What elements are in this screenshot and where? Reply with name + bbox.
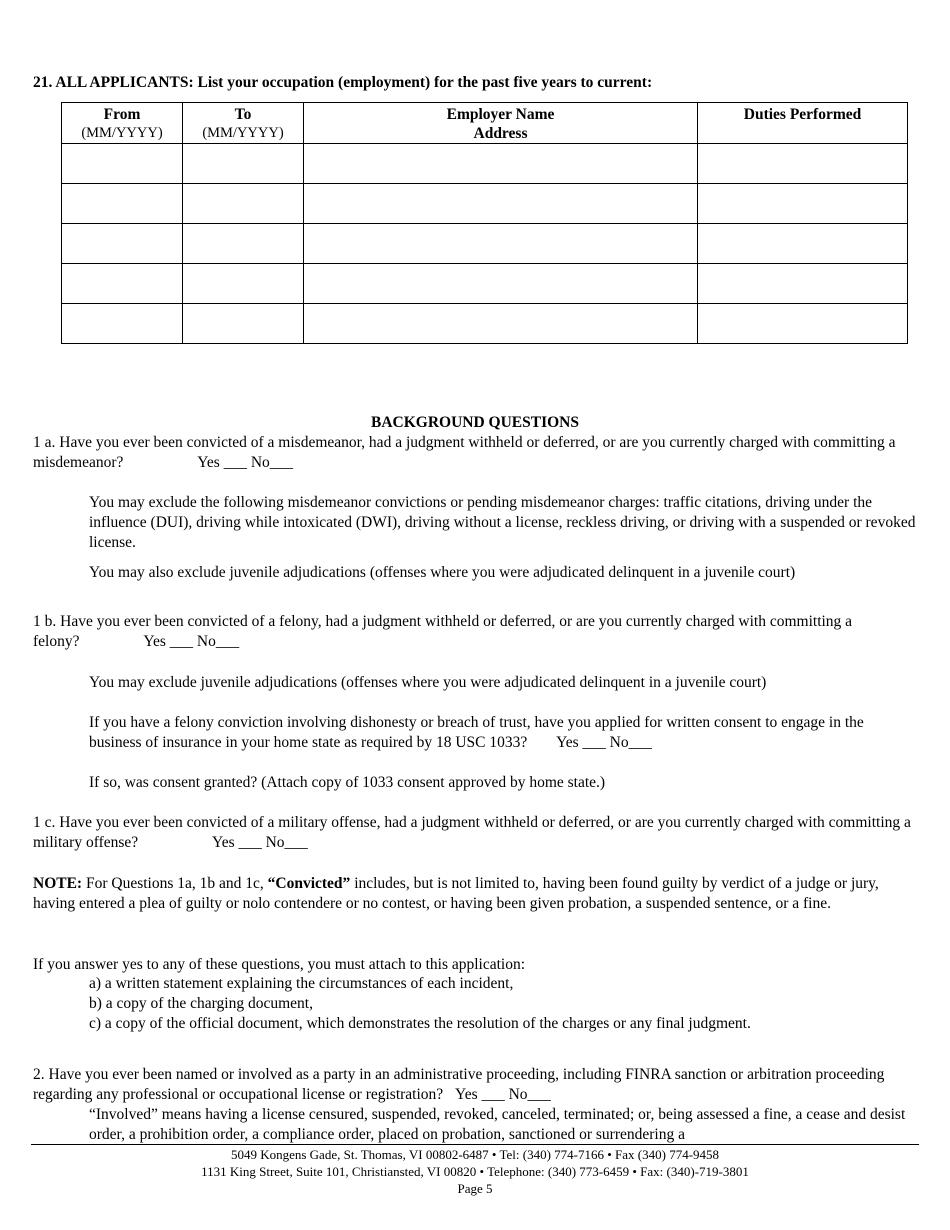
header-from-title: From — [103, 106, 141, 123]
question-1b-text: 1 b. Have you ever been convicted of a felony, had a judgment withheld or deferred, or are you currently charged with committing a felony? — [33, 613, 853, 650]
attach-intro: If you answer yes to any of these questions, you must attach to this application: — [33, 956, 526, 973]
cell-duties[interactable] — [698, 144, 908, 184]
cell-employer[interactable] — [304, 264, 698, 304]
employment-table — [61, 102, 908, 344]
question-2-involved-definition: “Involved” means having a license censured, suspended, revoked, canceled, terminated; or, being assessed a fine, a cease and desist order, a prohibition order, a compliance order, placed on probation, sanctioned or surrendering a — [89, 1106, 906, 1143]
cell-to[interactable] — [183, 184, 304, 224]
footer-address-2: 1131 King Street, Suite 101, Christiansted, VI 00820 • Telephone: (340) 773-6459 • Fax: (340)-719-3801 — [201, 1164, 749, 1179]
attach-item-b: b) a copy of the charging document, — [89, 995, 313, 1012]
attach-item-c: c) a copy of the official document, which demonstrates the resolution of the charges or any final judgment. — [89, 1015, 751, 1032]
question-1b-exclusion-2 — [89, 713, 919, 753]
question-1a-text: 1 a. Have you ever been convicted of a misdemeanor, had a judgment withheld or deferred, or are you currently charged with committing a misdemeanor? — [33, 434, 896, 471]
note-pre: For Questions 1a, 1b and 1c, — [82, 875, 268, 892]
table-row — [62, 264, 908, 304]
cell-employer[interactable] — [304, 304, 698, 344]
table-row — [62, 144, 908, 184]
question-1a — [33, 433, 923, 473]
header-to-title: To — [234, 106, 252, 123]
question-21-label: 21. ALL APPLICANTS: List your occupation (employment) for the past five years to current: — [33, 74, 653, 91]
question-2-text: 2. Have you ever been named or involved as a party in an administrative proceeding, including FINRA sanction or arbitration proceeding regarding any professional or occupational license or registration? — [33, 1066, 885, 1103]
cell-employer[interactable] — [304, 224, 698, 264]
cell-duties[interactable] — [698, 184, 908, 224]
cell-duties[interactable] — [698, 224, 908, 264]
header-duties — [698, 103, 908, 144]
question-1b-exclusion-3: If so, was consent granted? (Attach copy of 1033 consent approved by home state.) — [89, 774, 606, 791]
question-1c-yes-no[interactable]: Yes ___ No___ — [212, 834, 308, 851]
header-duties-title: Duties Performed — [743, 106, 862, 123]
table-row — [62, 224, 908, 264]
header-employer-title: Employer Name — [446, 106, 555, 123]
question-1a-exclusion-1: You may exclude the following misdemeanor convictions or pending misdemeanor charges: traffic citations, driving under the influence (DUI), driving while intoxicated (DWI), driving without a license, reckless driving, or driving with a suspended or revoked license. — [89, 494, 916, 551]
question-1a-exclusion-2: You may also exclude juvenile adjudications (offenses where you were adjudicated delinquent in a juvenile court) — [89, 564, 796, 581]
question-1c — [33, 813, 923, 853]
note-convicted: “Convicted” — [267, 875, 351, 892]
question-1b-yes-no[interactable]: Yes ___ No___ — [143, 633, 240, 650]
header-employer — [304, 103, 698, 144]
cell-from[interactable] — [62, 264, 183, 304]
cell-from[interactable] — [62, 144, 183, 184]
cell-from[interactable] — [62, 184, 183, 224]
cell-from[interactable] — [62, 224, 183, 264]
header-employer-sub: Address — [473, 125, 528, 142]
note-post: includes, but is not limited to, having been found guilty by verdict of a judge or jury, having entered a plea of guilty or nolo contendere or no contest, or having been given probation, a suspended sentence, or a fine. — [33, 875, 879, 912]
table-row — [62, 184, 908, 224]
footer-divider — [31, 1144, 919, 1145]
question-1b-exclusion-1: You may exclude juvenile adjudications (offenses where you were adjudicated delinquent in a juvenile court) — [89, 674, 767, 691]
question-2 — [33, 1065, 923, 1105]
table-row — [62, 304, 908, 344]
note-paragraph — [33, 874, 923, 914]
header-to-sub: (MM/YYYY) — [202, 125, 284, 141]
cell-duties[interactable] — [698, 264, 908, 304]
note-label: NOTE: — [33, 875, 83, 892]
attach-item-a: a) a written statement explaining the circumstances of each incident, — [89, 975, 514, 992]
footer-address-1: 5049 Kongens Gade, St. Thomas, VI 00802-6487 • Tel: (340) 774-7166 • Fax (340) 774-9458 — [230, 1147, 720, 1162]
question-1b-exclusion-2-text: If you have a felony conviction involving dishonesty or breach of trust, have you applied for written consent to engage in the business of insurance in your home state as required by 18 USC 1033? — [89, 714, 864, 751]
question-1c-text: 1 c. Have you ever been convicted of a military offense, had a judgment withheld or deferred, or are you currently charged with committing a military offense? — [33, 814, 911, 851]
cell-to[interactable] — [183, 144, 304, 184]
cell-to[interactable] — [183, 304, 304, 344]
header-from — [62, 103, 183, 144]
table-header-row — [62, 103, 908, 144]
cell-to[interactable] — [183, 264, 304, 304]
header-to — [183, 103, 304, 144]
cell-employer[interactable] — [304, 184, 698, 224]
cell-to[interactable] — [183, 224, 304, 264]
question-1a-yes-no[interactable]: Yes ___ No___ — [197, 454, 294, 471]
background-questions-title: BACKGROUND QUESTIONS — [371, 414, 579, 431]
cell-duties[interactable] — [698, 304, 908, 344]
question-2-yes-no[interactable]: Yes ___ No___ — [455, 1086, 551, 1103]
cell-employer[interactable] — [304, 144, 698, 184]
page-number: Page 5 — [457, 1181, 493, 1196]
cell-from[interactable] — [62, 304, 183, 344]
question-1b-exclusion-2-yes-no[interactable]: Yes ___ No___ — [556, 734, 652, 751]
question-1b — [33, 612, 863, 652]
header-from-sub: (MM/YYYY) — [81, 125, 163, 141]
